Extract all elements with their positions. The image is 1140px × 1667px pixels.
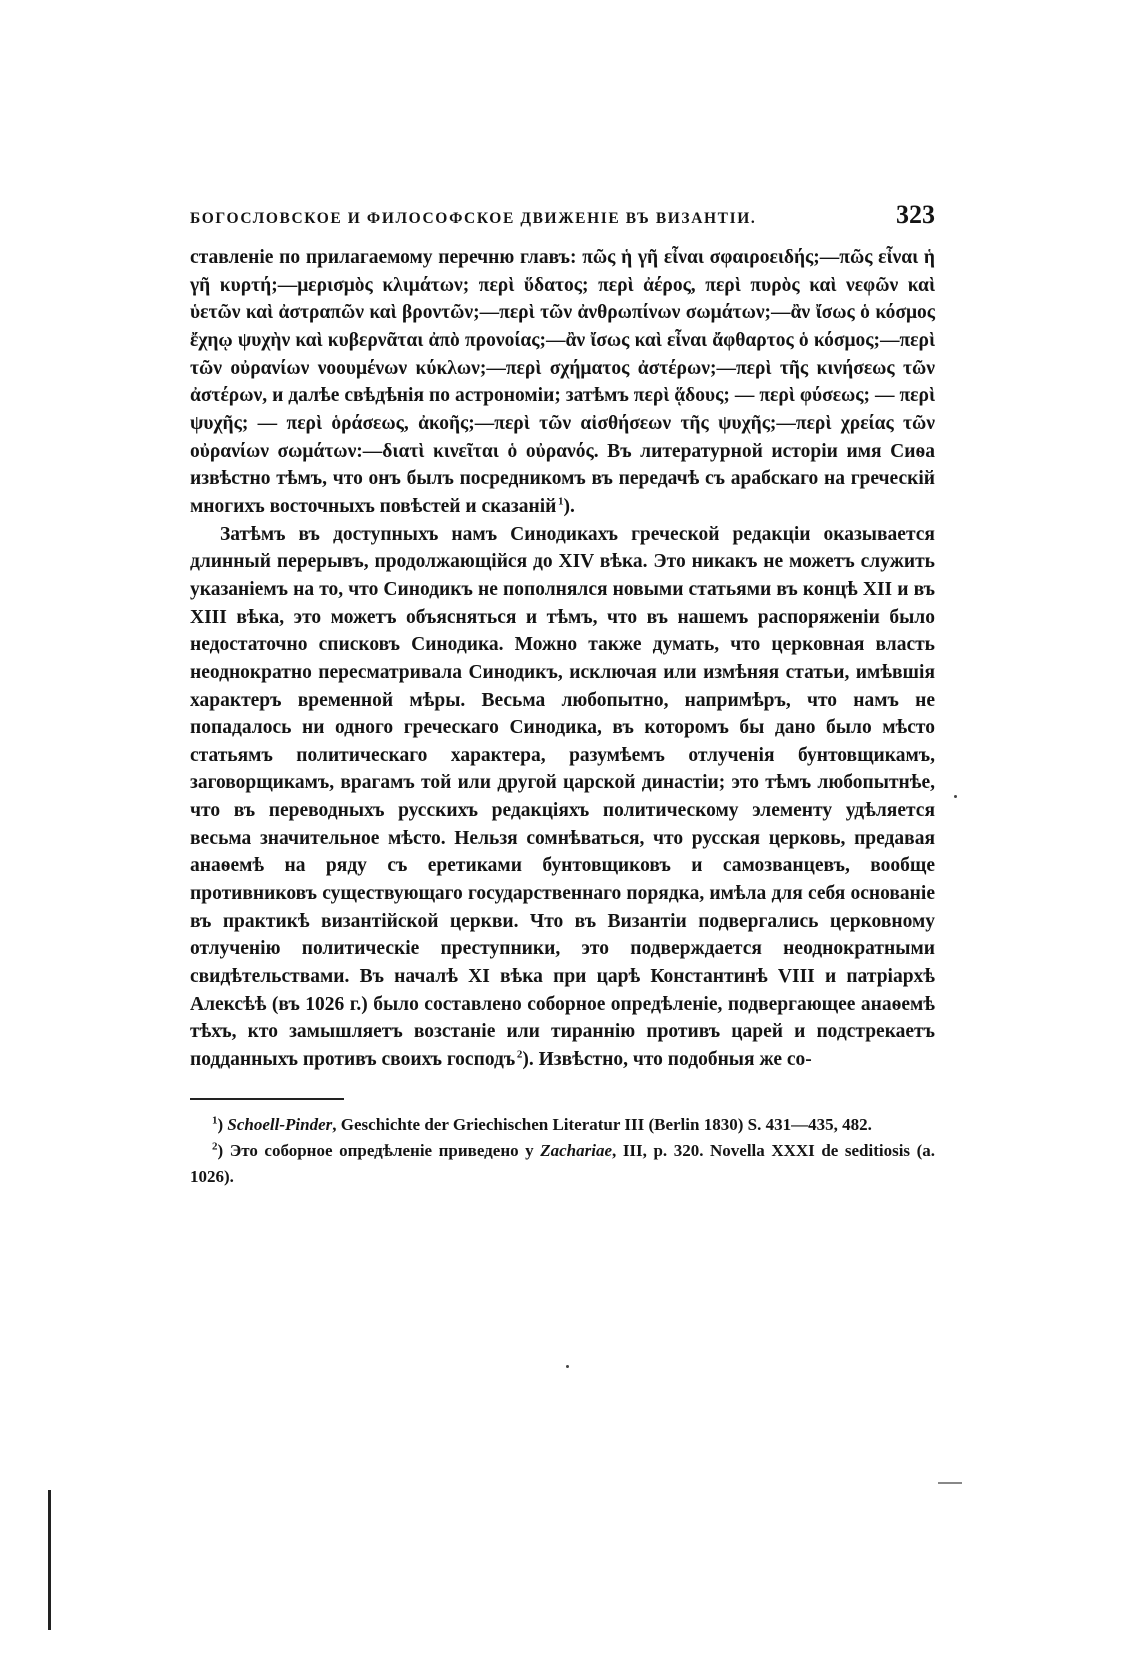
paragraph-2-tail: ). Извѣстно, что подобныя же со- bbox=[522, 1049, 812, 1071]
footnote-2-text-b: , III, p. 320. Novella XXXI de seditiosis (a. 1026). bbox=[190, 1140, 935, 1186]
paragraph-2-text: Затѣмъ въ доступныхъ намъ Синодикахъ греческой редакціи оказывается длинный перерывъ, продолжающійся до XIV вѣка. Это никакъ не можетъ служить указаніемъ на то, что Синодикъ не пополнялся новыми статьями въ концѣ XII и въ XIII вѣка, это можетъ объясняться и тѣмъ, что въ нашемъ распоряженіи было недостаточно списковъ Синодика. Можно также думать, что церковная власть неоднократно пересматривала Синодикъ, исключая или измѣняя статьи, имѣвшія характеръ временной мѣры. Весьма любопытно, напримѣръ, что намъ не попадалось ни одного греческаго Синодика, въ которомъ бы дано было мѣсто статьямъ политическаго характера, разумѣемъ отлученія бунтовщикамъ, заговорщикамъ, врагамъ той или другой царской династіи; это тѣмъ любопытнѣе, что въ переводныхъ русскихъ редакціяхъ политическому элементу удѣляется весьма значительное мѣсто. Нельзя сомнѣваться, что русская церковь, предавая анаѳемѣ на ряду съ еретиками бунтовщиковъ и самозванцевъ, вообще противниковъ существующаго государственнаго порядка, имѣла для себя основаніе въ практикѣ византійской церкви. Что въ Византіи подвергались церковному отлученію политическіе преступники, это подверждается неоднократными свидѣтельствами. Въ началѣ XI вѣка при царѣ Константинѣ VIII и патріархѣ Алексѣѣ (въ 1026 г.) было составлено соборное опредѣленіе, подвергающее анаѳемѣ тѣхъ, кто замышляетъ возстаніе или тираннію противъ царей и подстрекаетъ подданныхъ противъ своихъ господъ bbox=[190, 523, 935, 1071]
scan-speck bbox=[566, 1365, 569, 1368]
footnote-ref-2[interactable]: 2 bbox=[516, 1048, 523, 1061]
scan-mark bbox=[938, 1482, 962, 1484]
footnote-1: $^1$) Schoell-Pinder, Geschichte der Griechischen Literatur III (Berlin 1830) S. 431—435, 482. bbox=[212, 1114, 872, 1134]
footnote-1-text: , Geschichte der Griechischen Literatur III (Berlin 1830) S. 431—435, 482. bbox=[332, 1114, 872, 1134]
footnote-2-mark: 2 bbox=[212, 1140, 218, 1153]
footnote-1-author: Schoell-Pinder bbox=[227, 1114, 333, 1134]
book-page bbox=[190, 200, 935, 1190]
scan-speck bbox=[954, 795, 957, 798]
footnote-2-author: Zachariae bbox=[540, 1140, 613, 1160]
footnote-separator bbox=[190, 1098, 344, 1100]
footnote-2-text-a: ) Это соборное опредѣленіе приведено у bbox=[217, 1140, 541, 1160]
paragraph-1-tail: ). bbox=[563, 495, 575, 517]
running-head bbox=[190, 200, 935, 230]
footnotes bbox=[190, 1112, 935, 1190]
footnote-2 bbox=[190, 1138, 935, 1190]
body-text bbox=[190, 244, 935, 1074]
page-number: 323 bbox=[896, 200, 935, 229]
paragraph-1-text: ставленіе по прилагаемому перечню главъ: πῶς ἡ γῆ εἶναι σφαιροειδής;—πῶς εἶναι ἡ γῆ κυρτή;—μερισμὸς κλιμάτων; περὶ ὕδατος; περὶ ἀέρος, περὶ πυρὸς καὶ νεφῶν καὶ ὑετῶν καὶ ἀστραπῶν καὶ βροντῶν;—περὶ τῶν ἀνθρωπίνων σωμάτων;—ἂν ἴσως ὁ κόσμος ἔχηῳ ψυχὴν καὶ κυβερνᾶται ἀπὸ προνοίας;—ἂν ἴσως καὶ εἶναι ἄφθαρτος ὁ κόσμος;—περὶ τῶν οὐρανίων νοουμένων κύκλων;—περὶ σχήματος ἀστέρων;—περὶ τῆς κινήσεως τῶν ἀστέρων, и далѣе свѣдѣнія по астрономіи; затѣмъ περὶ ᾅδους; — περὶ φύσεως; — περὶ ψυχῆς; — περὶ ὁράσεως, ἀκοῆς;—περὶ τῶν αἰσθήσεων τῆς ψυχῆς;—περὶ χρείας τῶν οὐρανίων σωμάτων:—διατὶ κινεῖται ὁ οὐρανός. Въ литературной исторіи имя Сиѳа извѣстно тѣмъ, что онъ былъ посредникомъ въ передачѣ съ арабскаго на греческій многихъ восточныхъ повѣстей и сказаній bbox=[190, 247, 935, 517]
paragraph-1 bbox=[190, 244, 935, 521]
scan-margin-line bbox=[48, 1490, 51, 1630]
footnote-1-mark: 1 bbox=[212, 1114, 218, 1127]
footnote-ref-1[interactable]: 1 bbox=[558, 495, 564, 508]
paragraph-2 bbox=[190, 521, 935, 1074]
running-title: БОГОСЛОВСКОЕ И ФИЛОСОФСКОЕ ДВИЖЕНІЕ ВЪ ВИЗАНТІИ. bbox=[190, 210, 757, 227]
